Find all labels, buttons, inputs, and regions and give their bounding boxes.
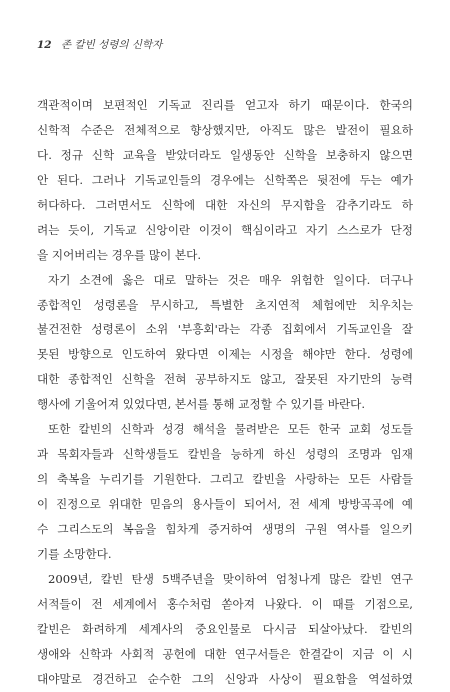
page-number: 12 [37, 39, 52, 51]
text-line: 과 목회자들과 신학생들도 칼빈을 능하게 하신 성령의 조명과 임재 [37, 447, 413, 462]
text-line: 종합적인 성령론을 무시하고, 특별한 초지연적 체험에만 치우치는 [37, 297, 413, 312]
running-title: 존 칼빈 성령의 신학자 [60, 39, 163, 51]
text-line: 의 축복을 누리기를 기원한다. 그리고 칼빈을 사랑하는 모든 사람들 [37, 472, 413, 487]
text-line: 신학적 수준은 전체적으로 향상했지만, 아직도 많은 발전이 필요하 [37, 122, 413, 137]
text-line: 2009년, 칼빈 탄생 5백주년을 맞이하여 엄청나게 많은 칼빈 연구 [48, 571, 413, 586]
text-line: 생애와 신학과 사회적 공헌에 대한 연구서들은 한결같이 지금 이 시 [37, 646, 413, 661]
text-line: 대한 종합적인 신학을 전혀 공부하지도 않고, 잘못된 자기만의 능력 [37, 372, 413, 387]
text-line: 을 지어버리는 경우를 많이 본다. [37, 247, 202, 262]
text-line: 객관적이며 보편적인 기독교 진리를 얻고자 하기 때문이다. 한국의 [37, 98, 413, 112]
text-line: 불건전한 성령론이 소위 '부흥회'라는 각종 집회에서 기독교인을 잘 [37, 322, 413, 337]
text-line: 못된 방향으로 인도하여 왔다면 이제는 시정을 해야만 한다. 성령에 [37, 347, 413, 362]
text-line: 서적들이 전 세계에서 홍수처럼 쏟아져 나왔다. 이 때를 기점으로, [37, 596, 413, 611]
text-line: 행사에 기울어져 있었다면, 본서를 통해 교정할 수 있기를 바란다. [37, 397, 366, 412]
text-line: 칼빈은 화려하게 세계사의 중요인물로 다시금 되살아났다. 칼빈의 [37, 621, 413, 636]
text-line: 려는 듯이, 기독교 신앙이란 이것이 핵심이라고 자기 스스로가 단정 [37, 222, 413, 237]
running-head [37, 38, 162, 52]
text-line: 허다하다. 그러면서도 신학에 대한 자신의 무지함을 감추기라도 하 [37, 197, 413, 212]
text-line: 또한 칼빈의 신학과 성경 해석을 물려받은 모든 한국 교회 성도들 [48, 422, 413, 437]
body-text [37, 93, 413, 692]
text-line: 이 진정으로 위대한 믿음의 용사들이 되어서, 전 세계 방방곡곡에 예 [37, 497, 413, 511]
text-line: 대야말로 경건하고 순수한 그의 신앙과 사상이 필요함을 역설하였 [37, 671, 413, 686]
text-line: 안 된다. 그러나 기독교인들의 경우에는 신학쪽은 뒷전에 두는 예가 [37, 172, 413, 187]
text-line: 기를 소망한다. [37, 546, 112, 561]
text-line: 수 그리스도의 복음을 힘차게 증거하여 생명의 구원 역사를 일으키 [37, 521, 413, 536]
text-line: 자기 소견에 옳은 대로 말하는 것은 매우 위험한 일이다. 더구나 [48, 272, 413, 287]
text-line: 다. 정규 신학 교육을 받았더라도 일생동안 신학을 보충하지 않으면 [37, 147, 413, 162]
